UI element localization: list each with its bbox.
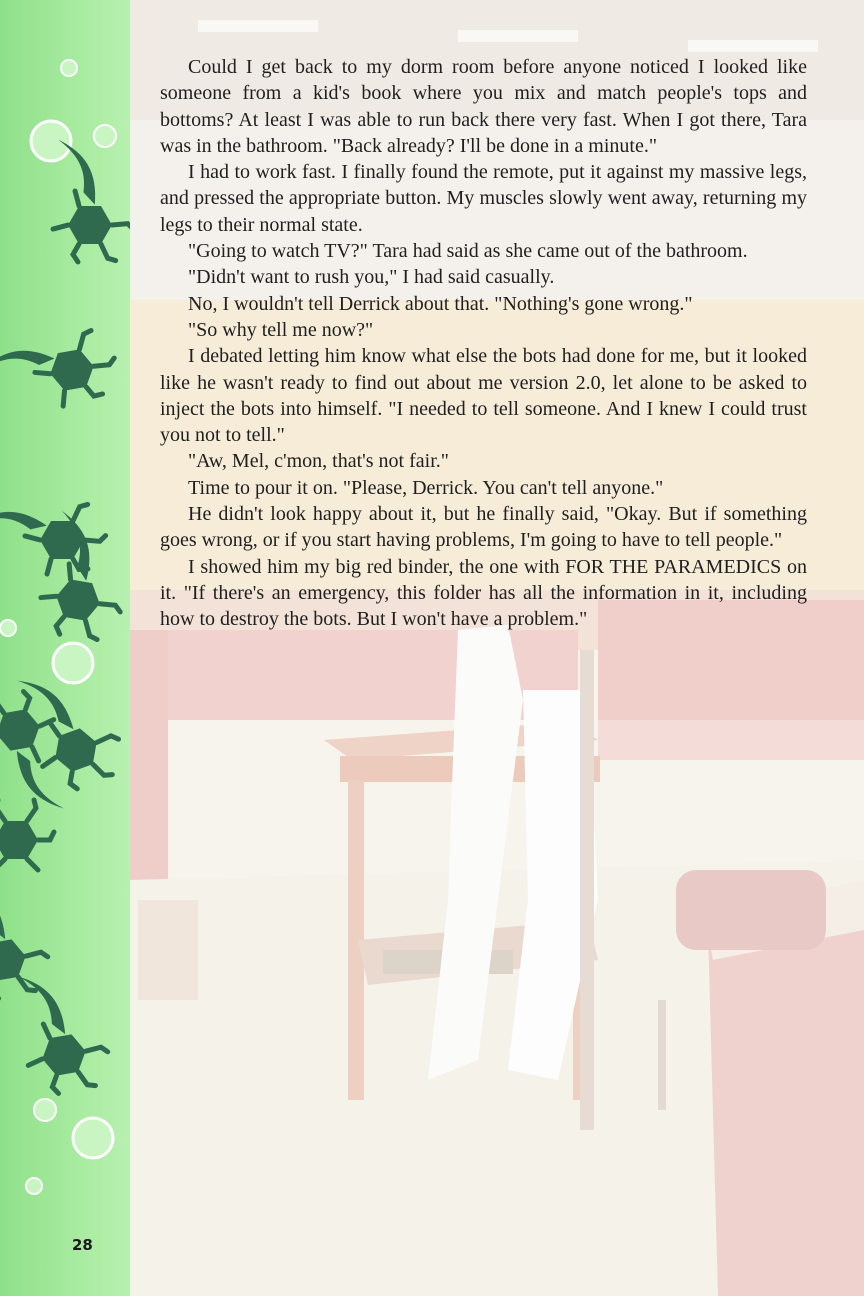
decorative-side-strip — [0, 0, 130, 1296]
paragraph: "Didn't want to rush you," I had said casually. — [188, 266, 555, 289]
paragraph: No, I wouldn't tell Derrick about that. "Nothing's gone wrong." — [188, 292, 693, 315]
paragraph: "Going to watch TV?" Tara had said as she came out of the bathroom. — [188, 240, 748, 263]
story-text — [160, 54, 807, 633]
paragraph: Could I get back to my dorm room before anyone noticed I looked like someone from a kid's book where you mix and match people's tops and bottoms? At least I was able to run back there very fast. When I got there, Tara was in the bathroom. "Back already? I'll be done in a minute." — [160, 56, 807, 157]
paragraph: "So why tell me now?" — [188, 318, 374, 341]
paragraph: I showed him my big red binder, the one with FOR THE PARAMEDICS on it. "If there's an emergency, this folder has all the information in it, including how to destroy the bots. But I won't have a problem." — [160, 555, 807, 631]
paragraph: I had to work fast. I finally found the remote, put it against my massive legs, and pressed the appropriate button. My muscles slowly went away, returning my legs to their normal state. — [160, 161, 807, 236]
page-number: 28 — [72, 1236, 93, 1254]
paragraph: I debated letting him know what else the bots had done for me, but it looked like he wasn't ready to find out about me version 2.0, let alone to be asked to inject the bots into himself. "I needed to tell someone. And I knew I could trust you not to tell." — [160, 345, 807, 447]
paragraph: "Aw, Mel, c'mon, that's not fair." — [188, 450, 449, 473]
paragraph: Time to pour it on. "Please, Derrick. You can't tell anyone." — [188, 476, 664, 499]
paragraph: He didn't look happy about it, but he finally said, "Okay. But if something goes wrong, or if you start having problems, I'm going to have to tell people." — [160, 503, 807, 552]
